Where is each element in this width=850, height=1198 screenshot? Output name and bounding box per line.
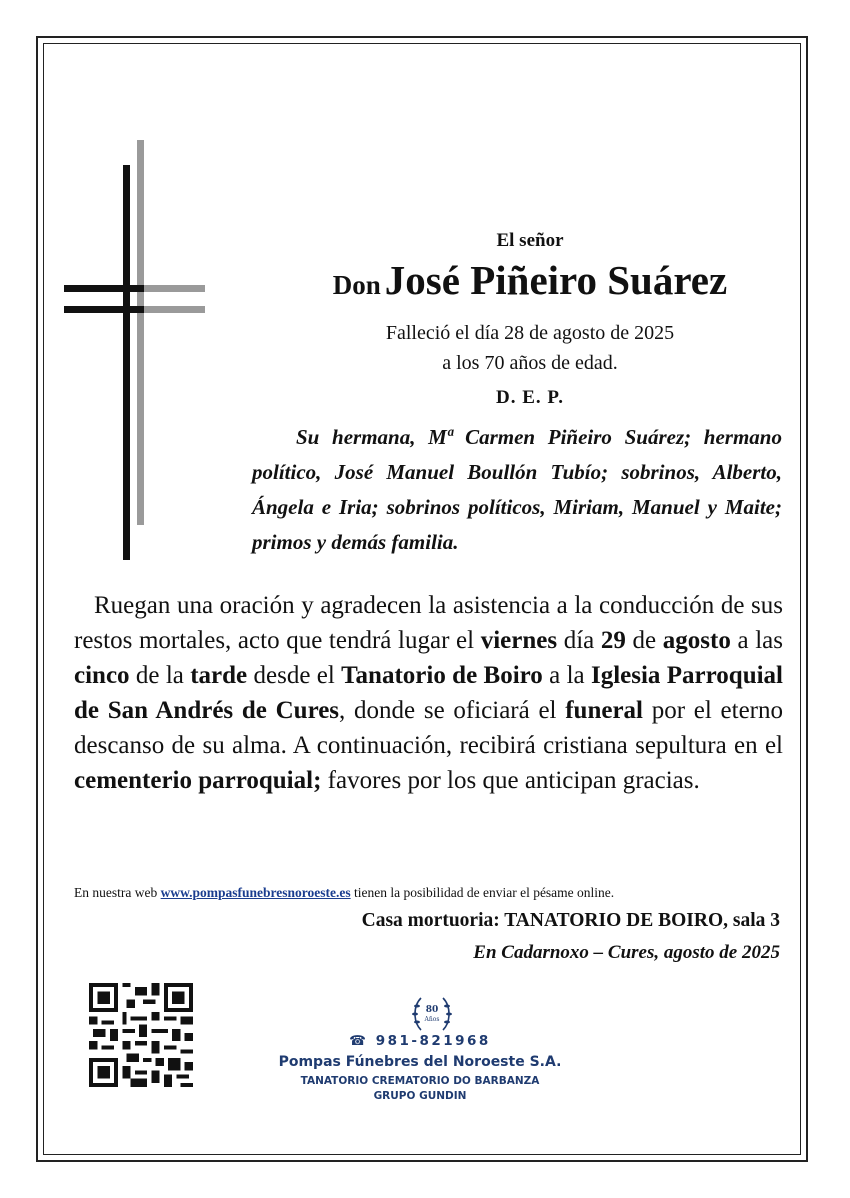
logo-number: 80 xyxy=(425,1005,439,1015)
ceremony-paragraph xyxy=(74,588,783,798)
company-group: GRUPO GUNDIN xyxy=(373,1090,467,1102)
body-text-7: a la xyxy=(542,662,591,689)
body-bold-period: tarde xyxy=(190,662,248,689)
dep-text: D. E. P. xyxy=(495,387,564,408)
cross-black-horizontal-top xyxy=(64,285,144,292)
phone-icon: ☎ xyxy=(349,1033,369,1049)
family-paragraph: Su hermana, Mª Carmen Piñeiro Suárez; hermano político, José Manuel Boullón Tubío; sobrinos, Alberto, Ángela e Iria; sobrinos políticos, Miriam, Manuel y Maite; primos y demás familia. xyxy=(252,425,782,554)
body-text-4: a las xyxy=(730,627,783,654)
company-subtitle: TANATORIO CREMATORIO DO BARBANZA xyxy=(300,1075,540,1087)
body-text-10: favores por los que anticipan gracias. xyxy=(321,767,700,794)
body-bold-cemetery: cementerio parroquial; xyxy=(74,767,322,794)
body-text-8: , donde se oficiará el xyxy=(339,697,566,724)
qr-code-icon xyxy=(89,983,193,1087)
company-phone xyxy=(250,1033,590,1049)
logo-word: Años xyxy=(424,1016,440,1023)
body-bold-date: 29 xyxy=(600,627,626,654)
funeral-home-line: Casa mortuoria: TANATORIO DE BOIRO, sala 3 xyxy=(361,910,780,931)
company-name: Pompas Fúnebres del Noroeste S.A. xyxy=(278,1054,562,1070)
cross-gray-horizontal-top xyxy=(140,285,205,292)
website-link[interactable]: www.pompasfunebresnoroeste.es xyxy=(160,885,351,900)
phone-number: 981-821968 xyxy=(375,1033,491,1049)
name-prefix: Don xyxy=(332,270,381,300)
death-date-line: Falleció el día 28 de agosto de 2025 xyxy=(385,322,675,344)
age-line: a los 70 años de edad. xyxy=(442,352,618,374)
body-bold-day: viernes xyxy=(480,627,558,654)
body-text-5: de la xyxy=(129,662,191,689)
web-notice-after: tienen la posibilidad de enviar el pésame online. xyxy=(350,885,615,900)
web-notice-before: En nuestra web xyxy=(74,885,161,900)
body-bold-origin: Tanatorio de Boiro xyxy=(341,662,543,689)
body-bold-month: agosto xyxy=(662,627,731,654)
body-bold-funeral: funeral xyxy=(565,697,643,724)
body-text-2: día xyxy=(557,627,601,654)
cross-gray-vertical xyxy=(137,140,144,525)
cross-black-vertical xyxy=(123,165,130,560)
body-text-1: Ruegan una oración y agradecen la asistencia a la conducción de sus restos mortales, acto que tendrá lugar el xyxy=(74,592,783,654)
web-notice xyxy=(74,885,783,901)
body-text-9: por el eterno descanso de su alma. A continuación, recibirá cristiana sepultura en el xyxy=(74,697,784,759)
company-laurel-logo-icon xyxy=(409,992,455,1034)
deceased-name xyxy=(250,256,810,304)
death-info xyxy=(250,318,810,378)
cross-gray-horizontal-bottom xyxy=(140,306,205,313)
body-text-3: de xyxy=(625,627,663,654)
body-bold-hour: cinco xyxy=(74,662,130,689)
place-date-line: En Cadarnoxo – Cures, agosto de 2025 xyxy=(473,942,780,963)
full-name: José Piñeiro Suárez xyxy=(384,257,728,303)
body-text-6: desde el xyxy=(247,662,342,689)
intro-text: El señor xyxy=(496,230,564,251)
cross-black-horizontal-bottom xyxy=(64,306,144,313)
body-bold-church: Iglesia Parroquial de San Andrés de Cures xyxy=(74,662,783,724)
